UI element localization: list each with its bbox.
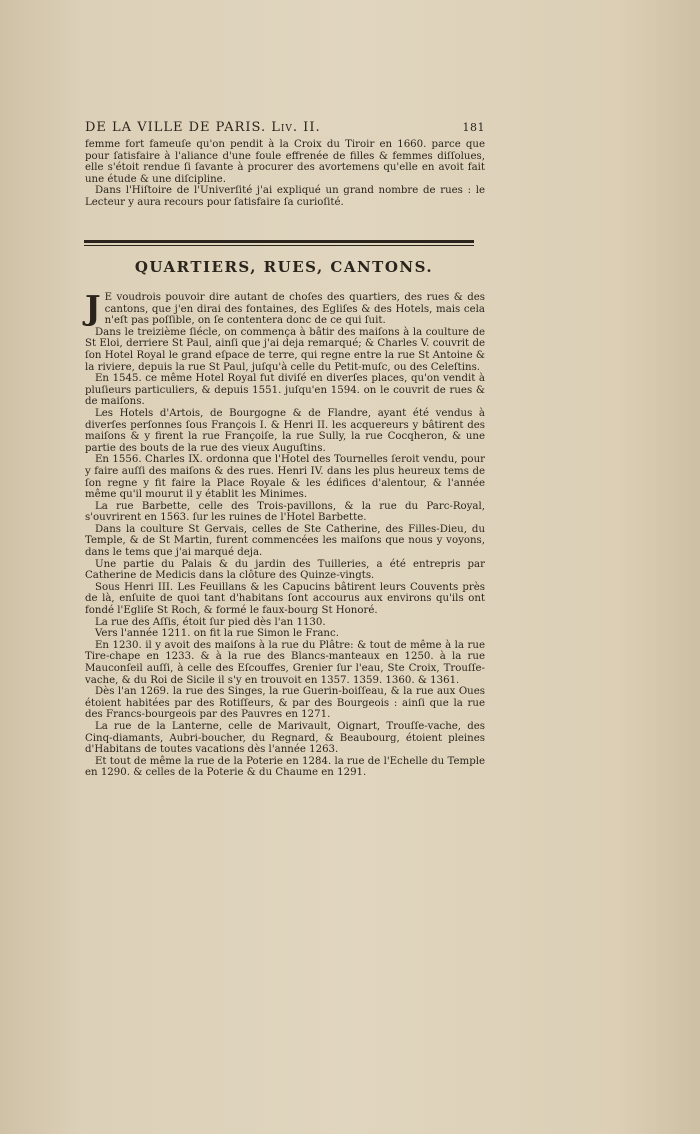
paragraph-text: E voudrois pouvoir dire autant de choſes des quartiers, des rues & des cantons, que j'en dirai des fontaines, des Egliſes & des Hotels, mais cela n'eſt pas poſſible, on ſe contentera donc de ce qui ſuit. xyxy=(104,292,485,327)
paragraph: La rue des Aſſis, étoit ſur pied dès l'an 1130. xyxy=(95,616,326,628)
intro-text xyxy=(85,139,485,209)
paragraph: En 1545. ce même Hotel Royal fut diviſé en diverſes places, qu'on vendit à pluſieurs particuliers, & depuis 1551. juſqu'en 1594. on le couvrit de rues & de maiſons. xyxy=(85,373,485,408)
section-body xyxy=(85,288,485,779)
section-title: QUARTIERS, RUES, CANTONS. xyxy=(134,258,434,276)
paragraph: La rue de la Lanterne, celle de Marivault, Oignart, Trouſſe-vache, des Cinq-diamants, Aubri-boucher, du Regnard, & Beaubourg, étoient pleines d'Habitans de toutes vacations dès l'année 1263. xyxy=(85,720,485,756)
paragraph xyxy=(85,288,485,327)
paragraph: En 1556. Charles IX. ordonna que l'Hotel des Tournelles ſeroit vendu, pour y faire auſſi des maiſons & des rues. Henri IV. dans les plus heureux tems de ſon regne y fit faire la Place Royale & les édifices d'alentour, & l'année même qu'il mourut il y établit les Minimes. xyxy=(85,454,485,501)
paragraph: Les Hotels d'Artois, de Bourgogne & de Flandre, ayant été vendus à diverſes perſonnes ſous François I. & Henri II. les acquereurs y bâtirent des maiſons & y firent la rue Françoiſe, la rue Sully, la rue Cocqheron, & une partie des bouts de la rue des vieux Auguſtins. xyxy=(85,407,485,454)
running-title: DE LA VILLE DE PARIS. Liv. II. xyxy=(85,120,321,135)
paragraph: Et tout de même la rue de la Poterie en 1284. la rue de l'Echelle du Temple en 1290. & celles de la Poterie & du Chaume en 1291. xyxy=(85,755,485,779)
section-divider xyxy=(84,240,474,243)
paragraph: Vers l'année 1211. on fit la rue Simon le Franc. xyxy=(95,628,339,640)
paragraph: Dans l'Hiſtoire de l'Univerſité j'ai expliqué un grand nombre de rues : le Lecteur y aura recours pour ſatisfaire ſa curioſité. xyxy=(85,185,485,208)
running-head xyxy=(85,120,485,135)
paragraph: Dans le treizième ſiécle, on commença à bâtir des maiſons à la coulture de St Eloi, derriere St Paul, ainſi que j'ai deja remarqué; & Charles V. couvrit de ſon Hotel Royal le grand eſpace de terre, qui regne entre la rue St Antoine & la riviere, depuis la rue St Paul, juſqu'à celle du Petit-muſc, ou des Celeſtins. xyxy=(85,326,485,373)
paragraph: Sous Henri III. Les Feuillans & les Capucins bâtirent leurs Couvents près de là, enſuite de quoi tant d'habitans ſont accourus aux environs qu'ils ont fondé l'Egliſe St Roch, & formé le faux-bourg St Honoré. xyxy=(85,581,485,617)
paragraph: Dès l'an 1269. la rue des Singes, la rue Guerin-boiſſeau, & la rue aux Oues étoient habitées par des Rotiſſeurs, & par des Bourgeois : ainſi que la rue des Francs-bourgeois par des Pauvres en 1271. xyxy=(85,686,485,721)
page-number: 181 xyxy=(462,121,485,134)
paragraph: Dans la coulture St Gervais, celles de Ste Catherine, des Filles-Dieu, du Temple, & de St Martin, furent commencées les maiſons que nous y voyons, dans le tems que j'ai marqué deja. xyxy=(85,523,485,559)
paragraph: Une partie du Palais & du jardin des Tuilleries, a été entrepris par Catherine de Medicis dans la clôture des Quinze-vingts. xyxy=(85,558,485,582)
paragraph: En 1230. il y avoit des maiſons à la rue du Plâtre: & tout de même à la rue Tire-chape en 1233. & à la rue des Blancs-manteaux en 1250. à la rue Mauconſeil auſſi, à celle des Eſcouffes, Grenier ſur l'eau, Ste Croix, Trouſſe-vache, & du Roi de Sicile il s'y en trouvoit en 1357. 1359. 1360. & 1361. xyxy=(85,639,485,686)
paragraph: La rue Barbette, celle des Trois-pavillons, & la rue du Parc-Royal, s'ouvrirent en 1563. ſur les ruines de l'Hotel Barbette. xyxy=(85,500,485,524)
drop-cap: J xyxy=(85,288,101,327)
paragraph: femme fort fameuſe qu'on pendit à la Croix du Tiroir en 1660. parce que pour ſatisfaire à l'aliance d'une foule effrenée de filles & femmes diſſolues, elle s'étoit rendue ſi ſavante à procurer des avortemens qu'elle en avoit fait une étude & une diſcipline. xyxy=(85,139,485,185)
